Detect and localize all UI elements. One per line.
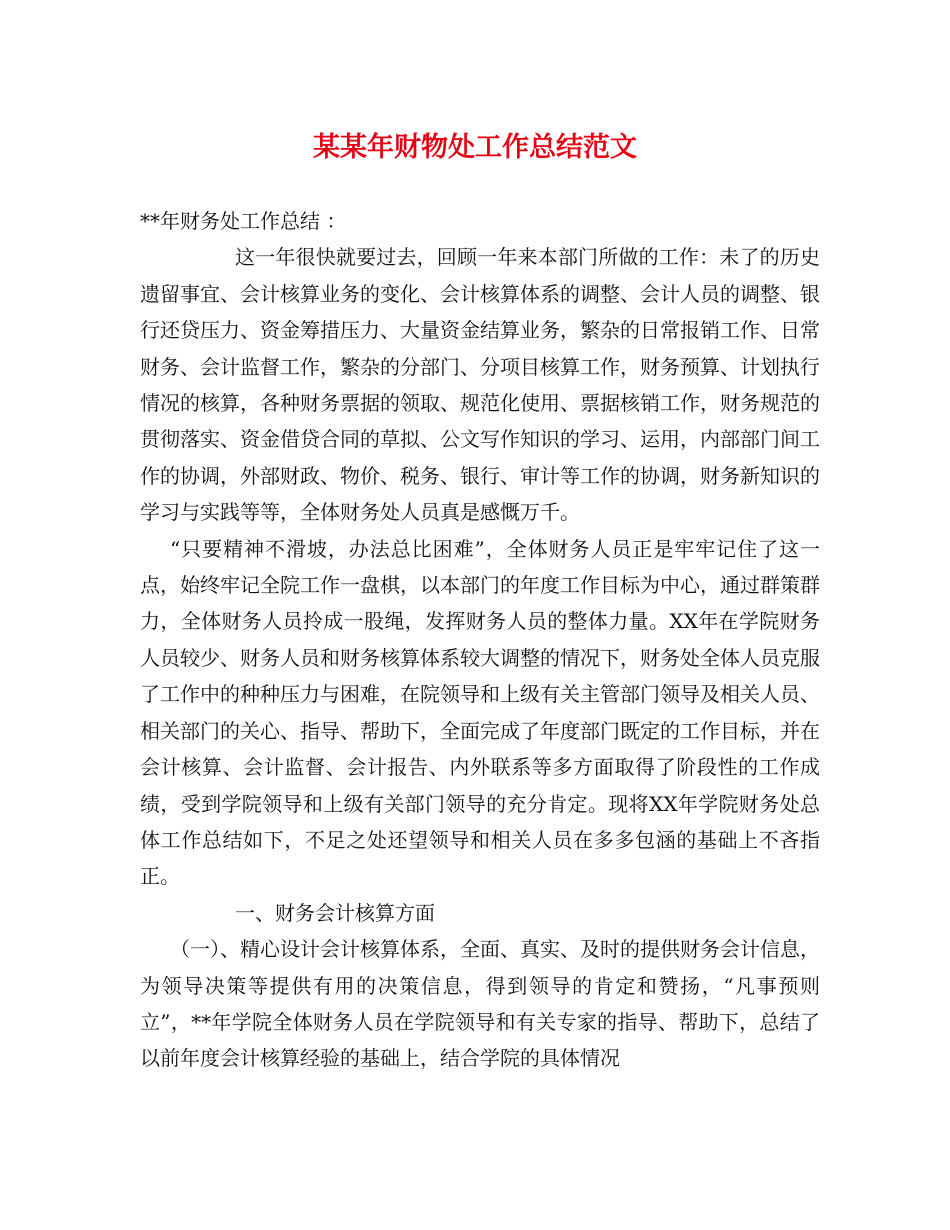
section-heading: 一、财务会计核算方面 xyxy=(235,900,435,925)
heading-line: **年财务处工作总结 ： xyxy=(140,209,347,233)
paragraph-summary: “只要精神不滑坡，办法总比困难”，全体财务人员正是牢牢记住了这一点，始终牢记全院工作一盘棋，以本部门的年度工作目标为中心，通过群策群力，全体财务人员拎成一股绳，发挥财务人员的整体力量。XX年在学院财务人员较少、财务人员和财务核算体系较大调整的情况下，财务处全体人员克服了工作中的种种压力与困难，在院领导和上级有关主管部门领导及相关人员、相关部门的关心、指导、帮助下，全面完成了年度部门既定的工作目标，并在会计核算、会计监督、会计报告、内外联系等多方面取得了阶段性的工作成绩，受到学院领导和上级有关部门领导的充分肯定。现将XX年学院财务处总体工作总结如下，不足之处还望领导和相关人员在多多包涵的基础上不吝指正。 xyxy=(140,536,820,889)
document-title: 某某年财物处工作总结范文 xyxy=(313,132,637,163)
paragraph-intro: 这一年很快就要过去，回顾一年来本部门所做的工作：未了的历史遗留事宜、会计核算业务的变化、会计核算体系的调整、会计人员的调整、银行还贷压力、资金筹措压力、大量资金结算业务，繁杂的日常报销工作、日常财务、会计监督工作，繁杂的分部门、分项目核算工作，财务预算、计划执行情况的核算，各种财务票据的领取、规范化使用、票据核销工作，财务规范的贯彻落实、资金借贷合同的草拟、公文写作知识的学习、运用，内部部门间工作的协调，外部财政、物价、税务、银行、审计等工作的协调，财务新知识的学习与实践等等，全体财务处人员真是感慨万千。 xyxy=(140,245,820,525)
document-body xyxy=(140,203,820,1077)
paragraph-subsection: （一）、精心设计会计核算体系，全面、真实、及时的提供财务会计信息，为领导决策等提供有用的决策信息，得到领导的肯定和赞扬，“凡事预则立”，**年学院全体财务人员在学院领导和有关专家的指导、帮助下，总结了以前年度会计核算经验的基础上，结合学院的具体情况 xyxy=(140,937,820,1071)
